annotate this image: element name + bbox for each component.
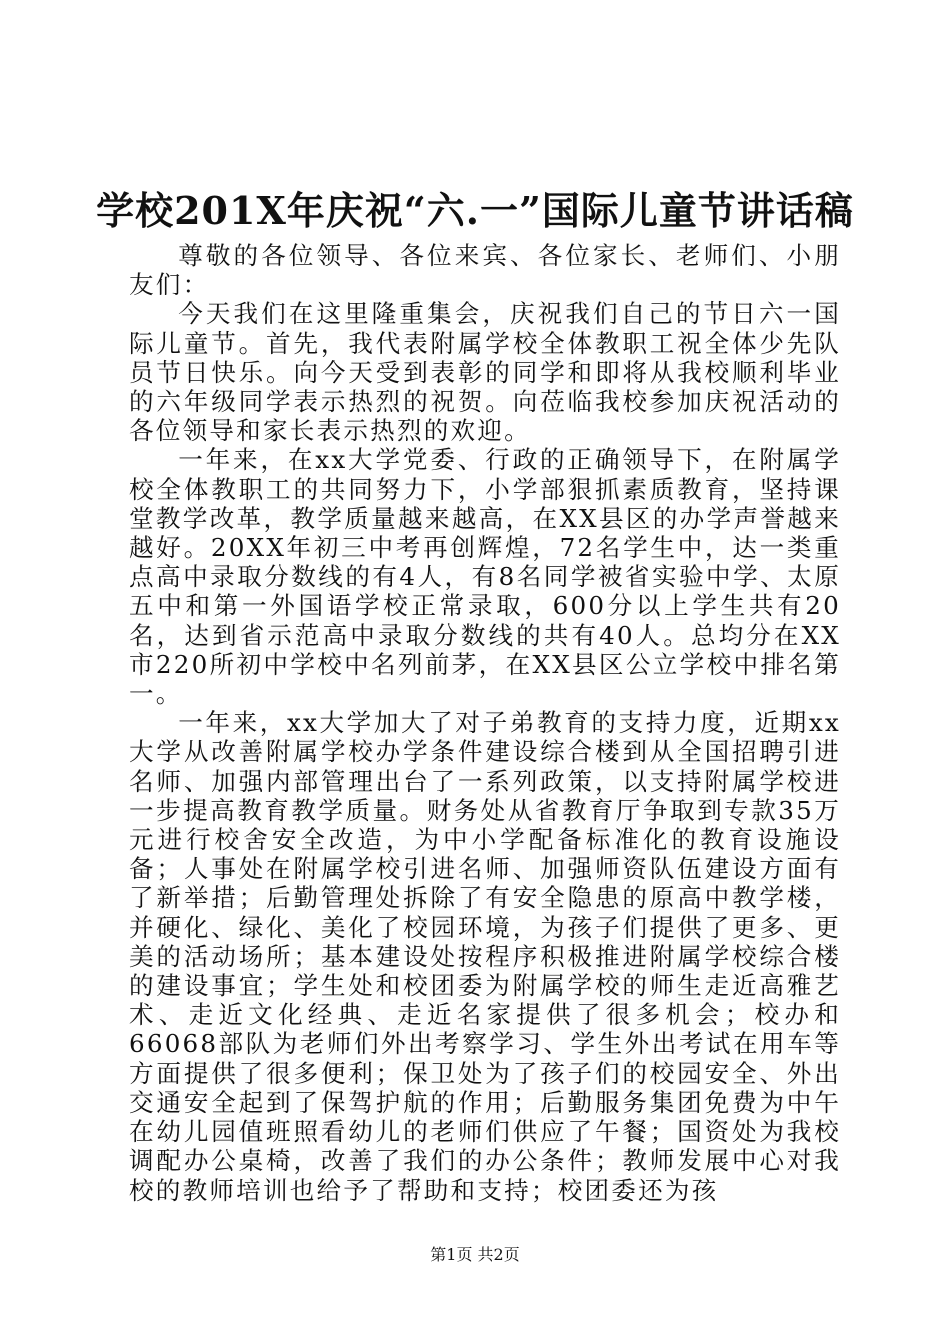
body-paragraph: 今天我们在这里隆重集会，庆祝我们自己的节日六一国际儿童节。首先，我代表附属学校全体教职工祝全体少先队员节日快乐。向今天受到表彰的同学和即将从我校顺利毕业的六年级同学表示热烈的祝贺。向莅临我校参加庆祝活动的各位领导和家长表示热烈的欢迎。 [129, 299, 841, 446]
document-body [129, 241, 841, 1205]
body-paragraph: 一年来，xx大学加大了对子弟教育的支持力度，近期xx大学从改善附属学校办学条件建设综合楼到从全国招聘引进名师、加强内部管理出台了一系列政策，以支持附属学校进一步提高教育教学质量。财务处从省教育厅争取到专款35万元进行校舍安全改造，为中小学配备标准化的教育设施设备；人事处在附属学校引进名师、加强师资队伍建设方面有了新举措；后勤管理处拆除了有安全隐患的原高中教学楼，并硬化、绿化、美化了校园环境，为孩子们提供了更多、更美的活动场所；基本建设处按程序积极推进附属学校综合楼的建设事宜；学生处和校团委为附属学校的师生走近高雅艺术、走近文化经典、走近名家提供了很多机会；校办和66068部队为老师们外出考察学习、学生外出考试在用车等方面提供了很多便利；保卫处为了孩子们的校园安全、外出交通安全起到了保驾护航的作用；后勤服务集团免费为中午在幼儿园值班照看幼儿的老师们供应了午餐；国资处为我校调配办公桌椅，改善了我们的办公条件；教师发展中心对我校的教师培训也给予了帮助和支持；校团委还为孩 [129, 708, 841, 1205]
page-number-footer: 第1页 共2页 [430, 1245, 520, 1264]
document-title: 学校201X年庆祝“六.一”国际儿童节讲话稿 [96, 188, 854, 233]
salutation-paragraph: 尊敬的各位领导、各位来宾、各位家长、老师们、小朋友们： [129, 241, 841, 300]
body-paragraph: 一年来，在xx大学党委、行政的正确领导下，在附属学校全体教职工的共同努力下，小学部狠抓素质教育，坚持课堂教学改革，教学质量越来越高，在XX县区的办学声誉越来越好。20XX年初三中考再创辉煌，72名学生中，达一类重点高中录取分数线的有4人，有8名同学被省实验中学、太原五中和第一外国语学校正常录取，600分以上学生共有20名，达到省示范高中录取分数线的共有40人。总均分在XX市220所初中学校中名列前茅，在XX县区公立学校中排名第一。 [129, 445, 841, 709]
